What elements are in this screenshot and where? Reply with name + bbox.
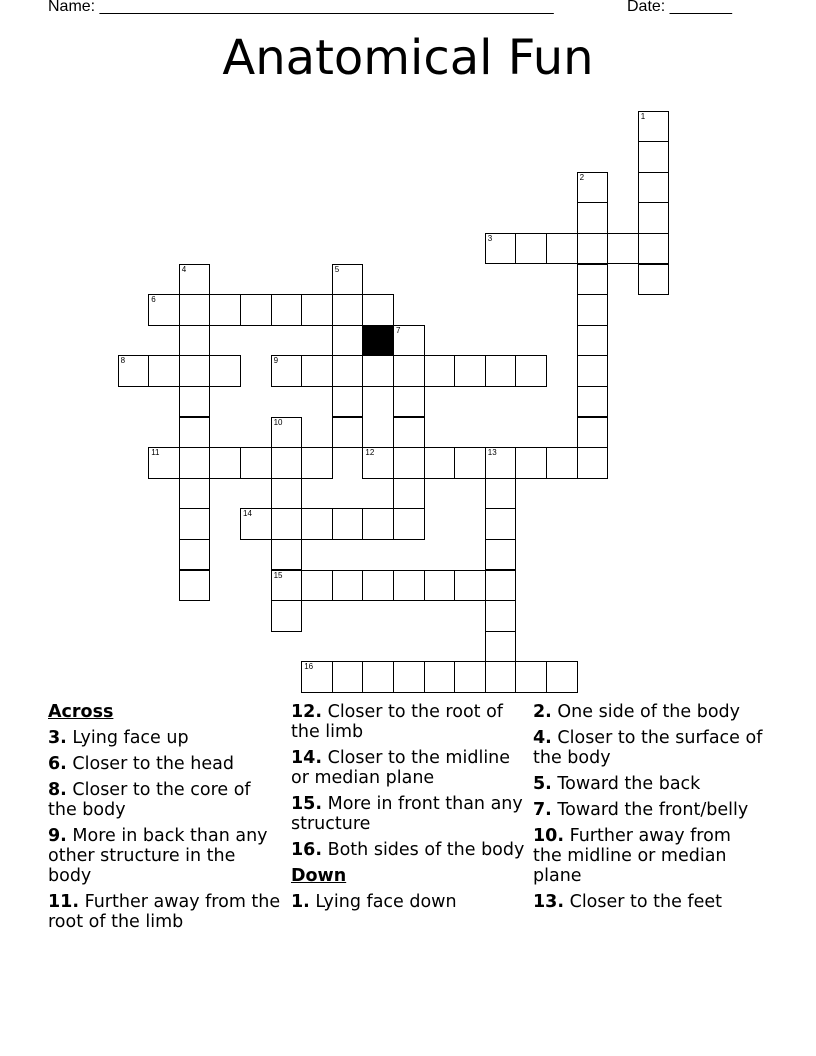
clue-down-1: 1. Lying face down (291, 892, 457, 912)
grid-cell[interactable] (454, 661, 486, 693)
clue-across-14: 14. Closer to the midline or median plane (291, 748, 511, 788)
clue-number: 5 (334, 264, 340, 274)
grid-cell[interactable] (515, 661, 547, 693)
grid-cell[interactable] (515, 355, 547, 387)
grid-cell[interactable] (454, 570, 486, 602)
clue-down-10: 10. Further away from the midline or median plane (533, 826, 731, 886)
grid-cell[interactable] (362, 508, 394, 540)
grid-cell[interactable] (577, 355, 609, 387)
grid-cell[interactable] (638, 141, 670, 173)
clue-number: 13 (487, 448, 497, 458)
grid-cell[interactable] (454, 355, 486, 387)
grid-cell[interactable] (301, 447, 333, 479)
grid-cell[interactable] (424, 355, 456, 387)
grid-cell[interactable] (485, 631, 517, 663)
grid-cell[interactable] (485, 508, 517, 540)
grid-cell[interactable] (209, 447, 241, 479)
grid-cell[interactable] (546, 661, 578, 693)
grid-cell[interactable] (271, 508, 303, 540)
grid-cell[interactable] (209, 294, 241, 326)
grid-cell[interactable] (393, 508, 425, 540)
grid-cell[interactable] (515, 233, 547, 265)
grid-cell[interactable] (577, 325, 609, 357)
date-blank[interactable]: _______ (669, 0, 732, 15)
clue-across-15: 15. More in front than any structure (291, 794, 523, 834)
clue-number: 15 (273, 570, 283, 580)
grid-cell[interactable] (393, 570, 425, 602)
clue-down-5: 5. Toward the back (533, 774, 701, 794)
grid-cell[interactable] (393, 447, 425, 479)
clues-column-2 (291, 702, 527, 918)
clue-down-2: 2. One side of the body (533, 702, 741, 722)
grid-cell[interactable] (638, 264, 670, 296)
clues-column-3 (533, 702, 763, 918)
grid-cell[interactable] (577, 447, 609, 479)
grid-cell[interactable] (301, 355, 333, 387)
grid-cell[interactable] (332, 355, 364, 387)
black-square (362, 325, 394, 357)
clue-number: 3 (487, 233, 493, 243)
clue-number: 12 (365, 448, 375, 458)
clue-across-3: 3. Lying face up (48, 728, 189, 748)
grid-cell[interactable] (332, 294, 364, 326)
grid-cell[interactable] (332, 661, 364, 693)
grid-cell[interactable] (546, 233, 578, 265)
grid-cell[interactable] (577, 233, 609, 265)
grid-cell[interactable] (638, 172, 670, 204)
clue-across-9: 9. More in back than any other structure in the body (48, 826, 268, 886)
grid-cell[interactable] (485, 600, 517, 632)
grid-cell[interactable] (485, 539, 517, 571)
grid-cell[interactable] (332, 386, 364, 418)
grid-cell[interactable] (240, 294, 272, 326)
grid-cell[interactable] (179, 478, 211, 510)
grid-cell[interactable] (301, 294, 333, 326)
grid-cell[interactable] (179, 417, 211, 449)
clue-number: 7 (396, 325, 401, 335)
grid-cell[interactable] (485, 661, 517, 693)
grid-cell[interactable] (424, 661, 456, 693)
grid-cell[interactable] (577, 264, 609, 296)
grid-cell[interactable] (179, 539, 211, 571)
name-blank[interactable]: ______________________________________________________ (99, 0, 554, 15)
clue-number: 1 (640, 111, 646, 121)
clue-number: 2 (579, 172, 585, 182)
grid-cell[interactable] (209, 355, 241, 387)
grid-cell[interactable] (271, 478, 303, 510)
grid-cell-7[interactable] (393, 325, 425, 357)
grid-cell-6[interactable] (148, 294, 180, 326)
grid-cell-12[interactable] (362, 447, 394, 479)
clue-number: 9 (273, 356, 279, 366)
clue-number: 8 (120, 356, 126, 366)
grid-cell[interactable] (638, 202, 670, 234)
grid-cell[interactable] (393, 478, 425, 510)
grid-cell[interactable] (179, 325, 211, 357)
grid-cell-10[interactable] (271, 417, 303, 449)
grid-cell[interactable] (179, 508, 211, 540)
name-label: Name: (48, 0, 96, 15)
grid-cell[interactable] (332, 570, 364, 602)
grid-cell[interactable] (393, 386, 425, 418)
grid-cell[interactable] (546, 447, 578, 479)
grid-cell[interactable] (271, 294, 303, 326)
across-heading: Across (48, 702, 114, 722)
grid-cell[interactable] (393, 661, 425, 693)
grid-cell-2[interactable] (577, 172, 609, 204)
grid-cell-8[interactable] (118, 355, 150, 387)
grid-cell[interactable] (179, 570, 211, 602)
grid-cell[interactable] (271, 600, 303, 632)
grid-cell[interactable] (148, 355, 180, 387)
grid-cell[interactable] (362, 355, 394, 387)
grid-cell[interactable] (362, 570, 394, 602)
grid-cell[interactable] (515, 447, 547, 479)
date-label: Date: (627, 0, 666, 15)
grid-cell-11[interactable] (148, 447, 180, 479)
grid-cell[interactable] (577, 417, 609, 449)
clue-number: 6 (151, 295, 156, 305)
grid-cell[interactable] (179, 386, 211, 418)
clue-number: 16 (304, 662, 314, 672)
clue-number: 14 (243, 509, 252, 519)
grid-cell[interactable] (362, 661, 394, 693)
grid-cell[interactable] (485, 355, 517, 387)
grid-cell[interactable] (179, 355, 211, 387)
grid-cell-13[interactable] (485, 447, 517, 479)
grid-cell[interactable] (577, 202, 609, 234)
clue-down-13: 13. Closer to the feet (533, 892, 722, 912)
page-title: Anatomical Fun (222, 30, 594, 86)
grid-cell[interactable] (179, 447, 211, 479)
grid-cell-15[interactable] (271, 570, 303, 602)
grid-cell[interactable] (362, 294, 394, 326)
clue-down-4: 4. Closer to the surface of the body (533, 728, 763, 768)
grid-cell-3[interactable] (485, 233, 517, 265)
grid-cell[interactable] (424, 447, 456, 479)
clue-across-8: 8. Closer to the core of the body (48, 780, 251, 820)
grid-cell[interactable] (393, 355, 425, 387)
clue-across-11: 11. Further away from the root of the limb (48, 892, 281, 932)
grid-cell[interactable] (485, 478, 517, 510)
grid-cell-5[interactable] (332, 264, 364, 296)
grid-cell[interactable] (577, 386, 609, 418)
down-heading: Down (291, 866, 347, 886)
clue-down-7: 7. Toward the front/belly (533, 800, 749, 820)
grid-cell[interactable] (454, 447, 486, 479)
grid-cell[interactable] (393, 417, 425, 449)
grid-cell[interactable] (332, 508, 364, 540)
grid-cell[interactable] (271, 447, 303, 479)
clue-number: 10 (273, 417, 283, 427)
grid-cell[interactable] (332, 325, 364, 357)
grid-cell[interactable] (332, 417, 364, 449)
grid-cell[interactable] (638, 233, 670, 265)
grid-cell[interactable] (607, 233, 639, 265)
clues-column-1 (48, 702, 283, 938)
clue-number: 4 (181, 264, 187, 274)
grid-cell-16[interactable] (301, 661, 333, 693)
grid-cell[interactable] (179, 294, 211, 326)
grid-cell[interactable] (424, 570, 456, 602)
grid-cell[interactable] (271, 539, 303, 571)
grid-cell[interactable] (301, 570, 333, 602)
grid-cell-9[interactable] (271, 355, 303, 387)
grid-cell[interactable] (577, 294, 609, 326)
clue-number: 11 (151, 448, 160, 458)
clue-across-6: 6. Closer to the head (48, 754, 234, 774)
grid-cell[interactable] (240, 447, 272, 479)
grid-cell[interactable] (485, 570, 517, 602)
grid-cell-14[interactable] (240, 508, 272, 540)
grid-cell-4[interactable] (179, 264, 211, 296)
clue-across-16: 16. Both sides of the body (291, 840, 525, 860)
grid-cell-1[interactable] (638, 111, 670, 143)
clue-across-12: 12. Closer to the root of the limb (291, 702, 503, 742)
grid-cell[interactable] (301, 508, 333, 540)
